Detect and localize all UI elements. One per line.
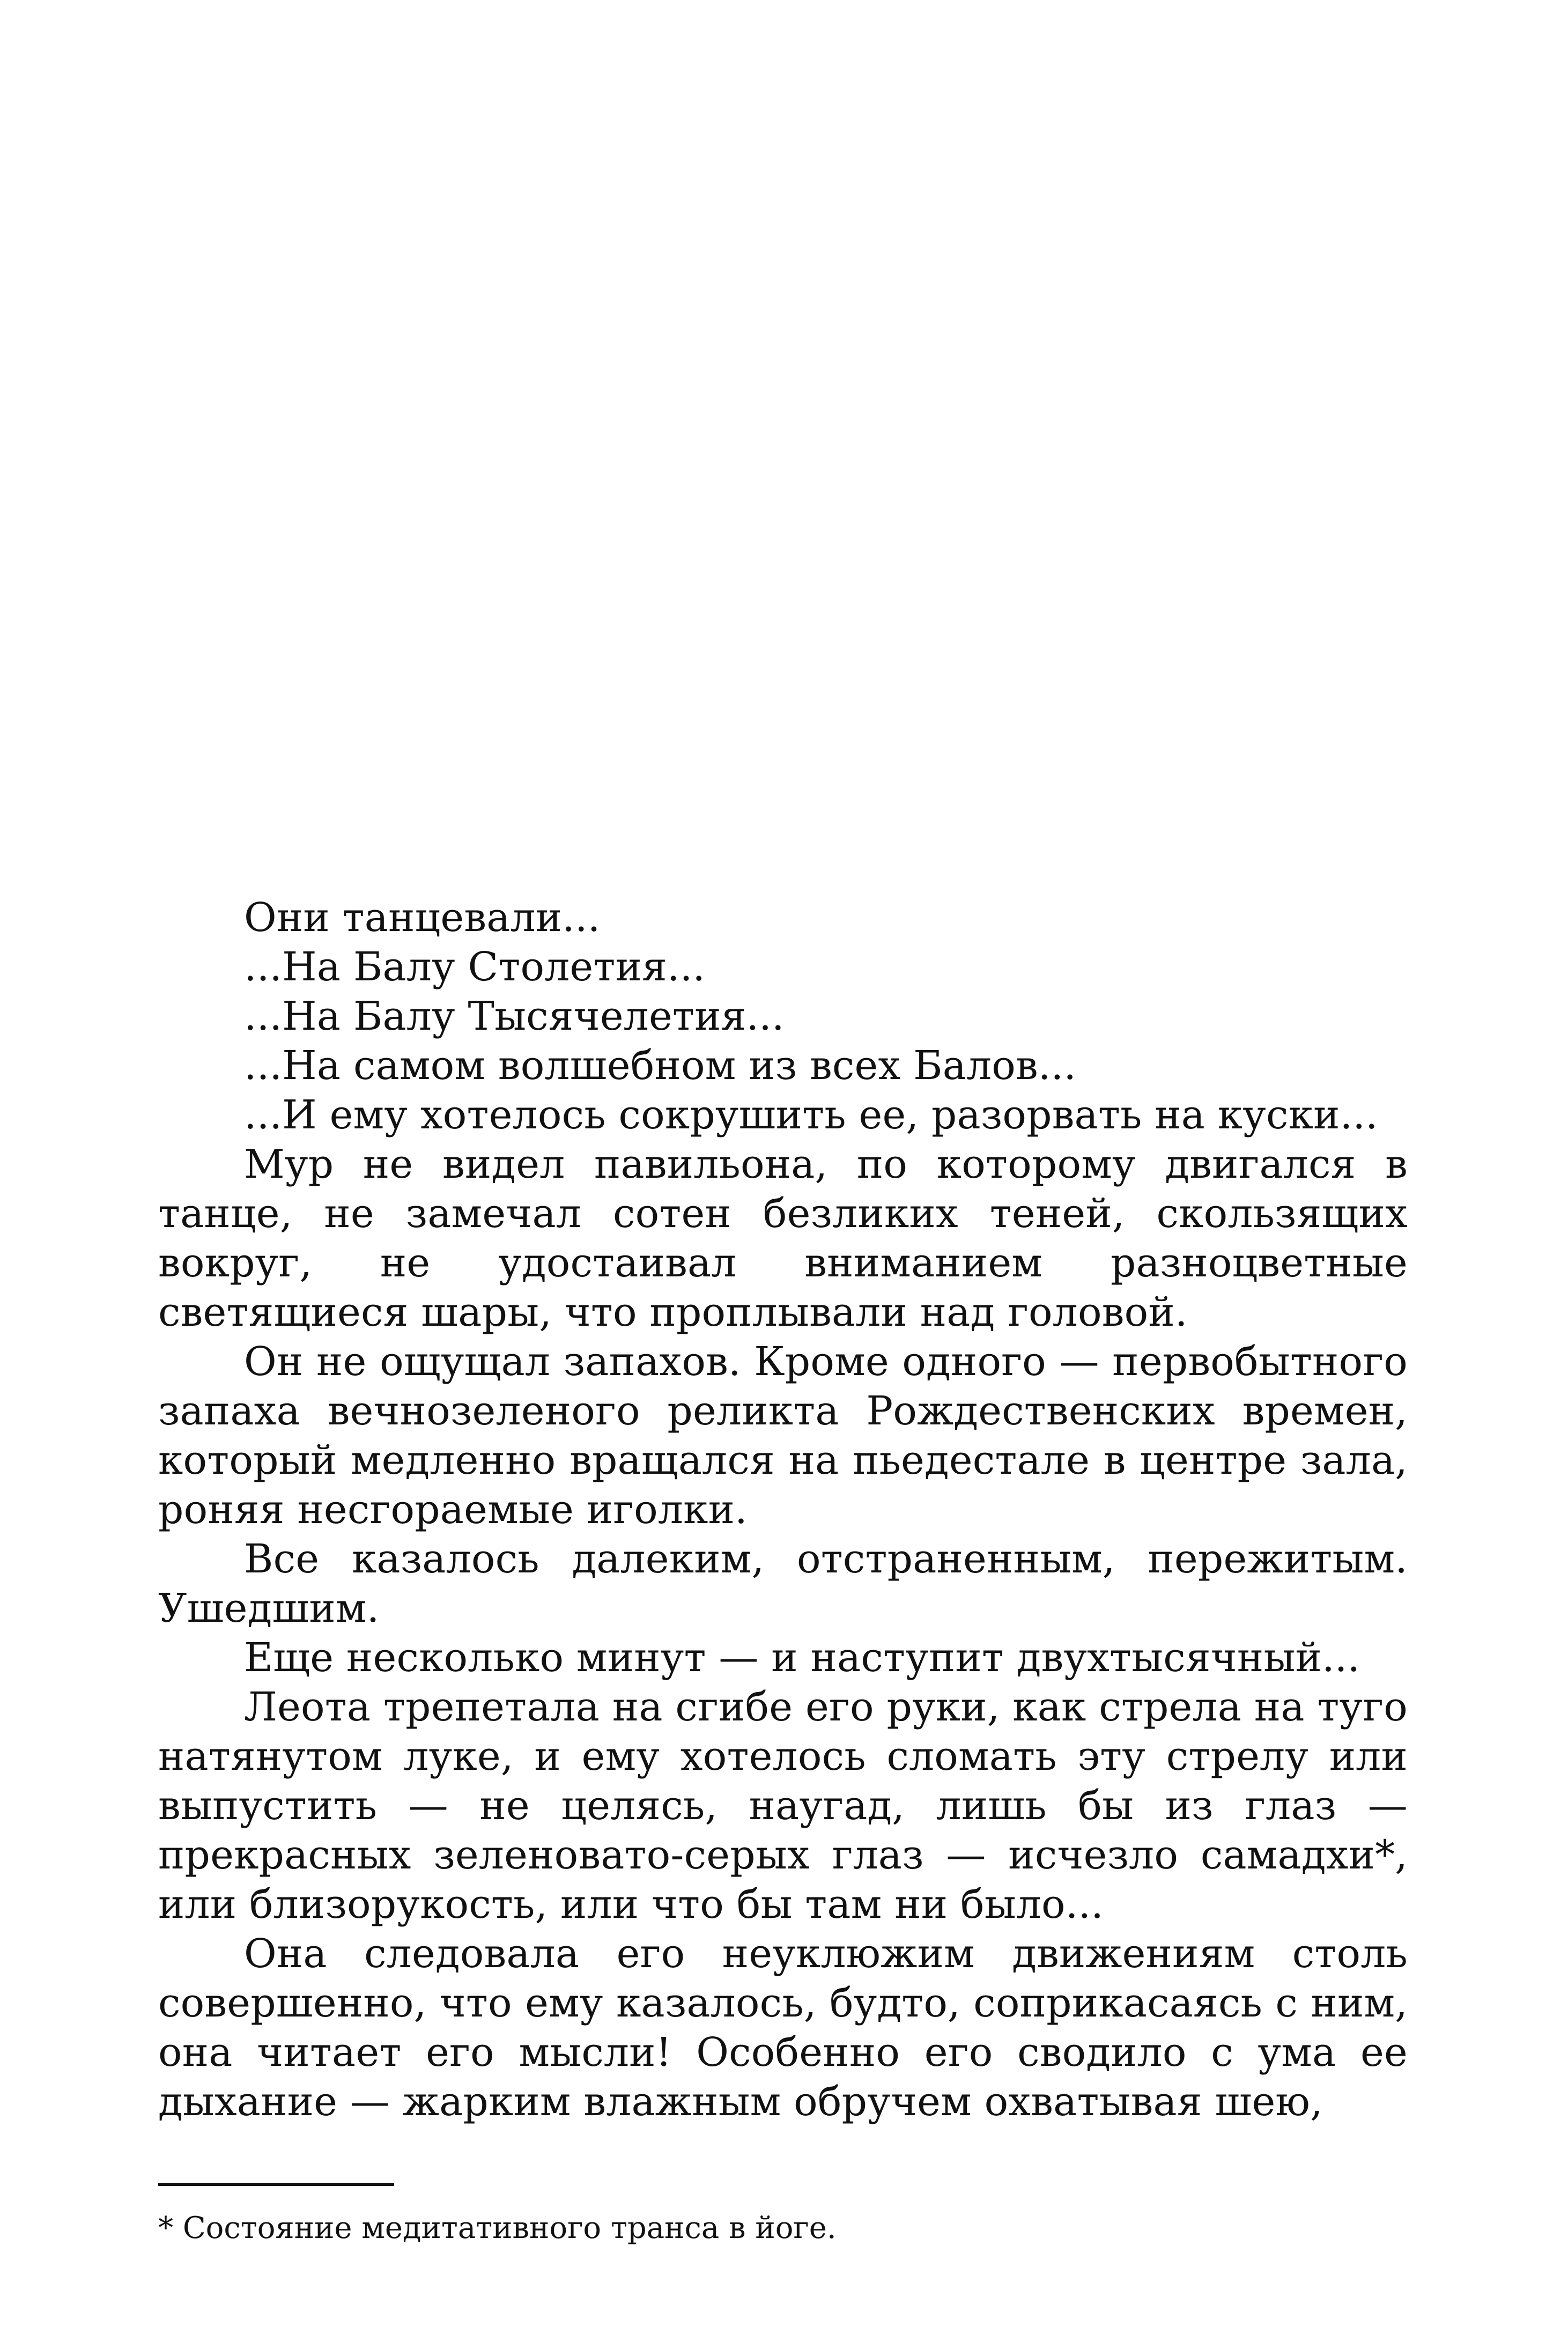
paragraph: ...На Балу Тысячелетия...: [244, 993, 785, 1039]
footnote-marker: *: [158, 2211, 173, 2245]
paragraph: ...На Балу Столетия...: [244, 944, 706, 990]
paragraph: Все казалось далеким, отстраненным, пережитым. Ушедшим.: [158, 1536, 1408, 1631]
paragraph: Еще несколько минут — и наступит двухтысячный...: [244, 1635, 1360, 1681]
paragraph: ...И ему хотелось сокрушить ее, разорвать на куски...: [244, 1092, 1378, 1138]
paragraph: Он не ощущал запахов. Кроме одного — первобытного запаха вечнозеленого реликта Рождественских времен, который медленно вращался на пьедестале в центре зала, роняя несгораемые иголки.: [158, 1339, 1408, 1533]
main-text: [158, 893, 1408, 2126]
paragraph: Они танцевали...: [244, 895, 601, 941]
paragraph: Она следовала его неуклюжим движениям столь совершенно, что ему казалось, будто, соприкасаясь с ним, она читает его мысли! Особенно его сводило с ума ее дыхание — жарким влажным обручем охватывая шею,: [158, 1931, 1408, 2125]
footnote-text: Состояние медитативного транса в йоге.: [182, 2211, 837, 2245]
footnote-divider: [158, 2183, 394, 2186]
paragraph: ...На самом волшебном из всех Балов...: [244, 1043, 1077, 1089]
paragraph: Леота трепетала на сгибе его руки, как стрела на туго натянутом луке, и ему хотелось сломать эту стрелу или выпустить — не целясь, наугад, лишь бы из глаз — прекрасных зеленовато-серых глаз — исчезло самадхи*, или близорукость, или что бы там ни было...: [158, 1684, 1408, 1927]
footnote: [158, 2210, 1408, 2247]
paragraph: Мур не видел павильона, по которому двигался в танце, не замечал сотен безликих теней, скользящих вокруг, не удостаивал вниманием разноцветные светящиеся шары, что проплывали над головой.: [158, 1141, 1408, 1335]
